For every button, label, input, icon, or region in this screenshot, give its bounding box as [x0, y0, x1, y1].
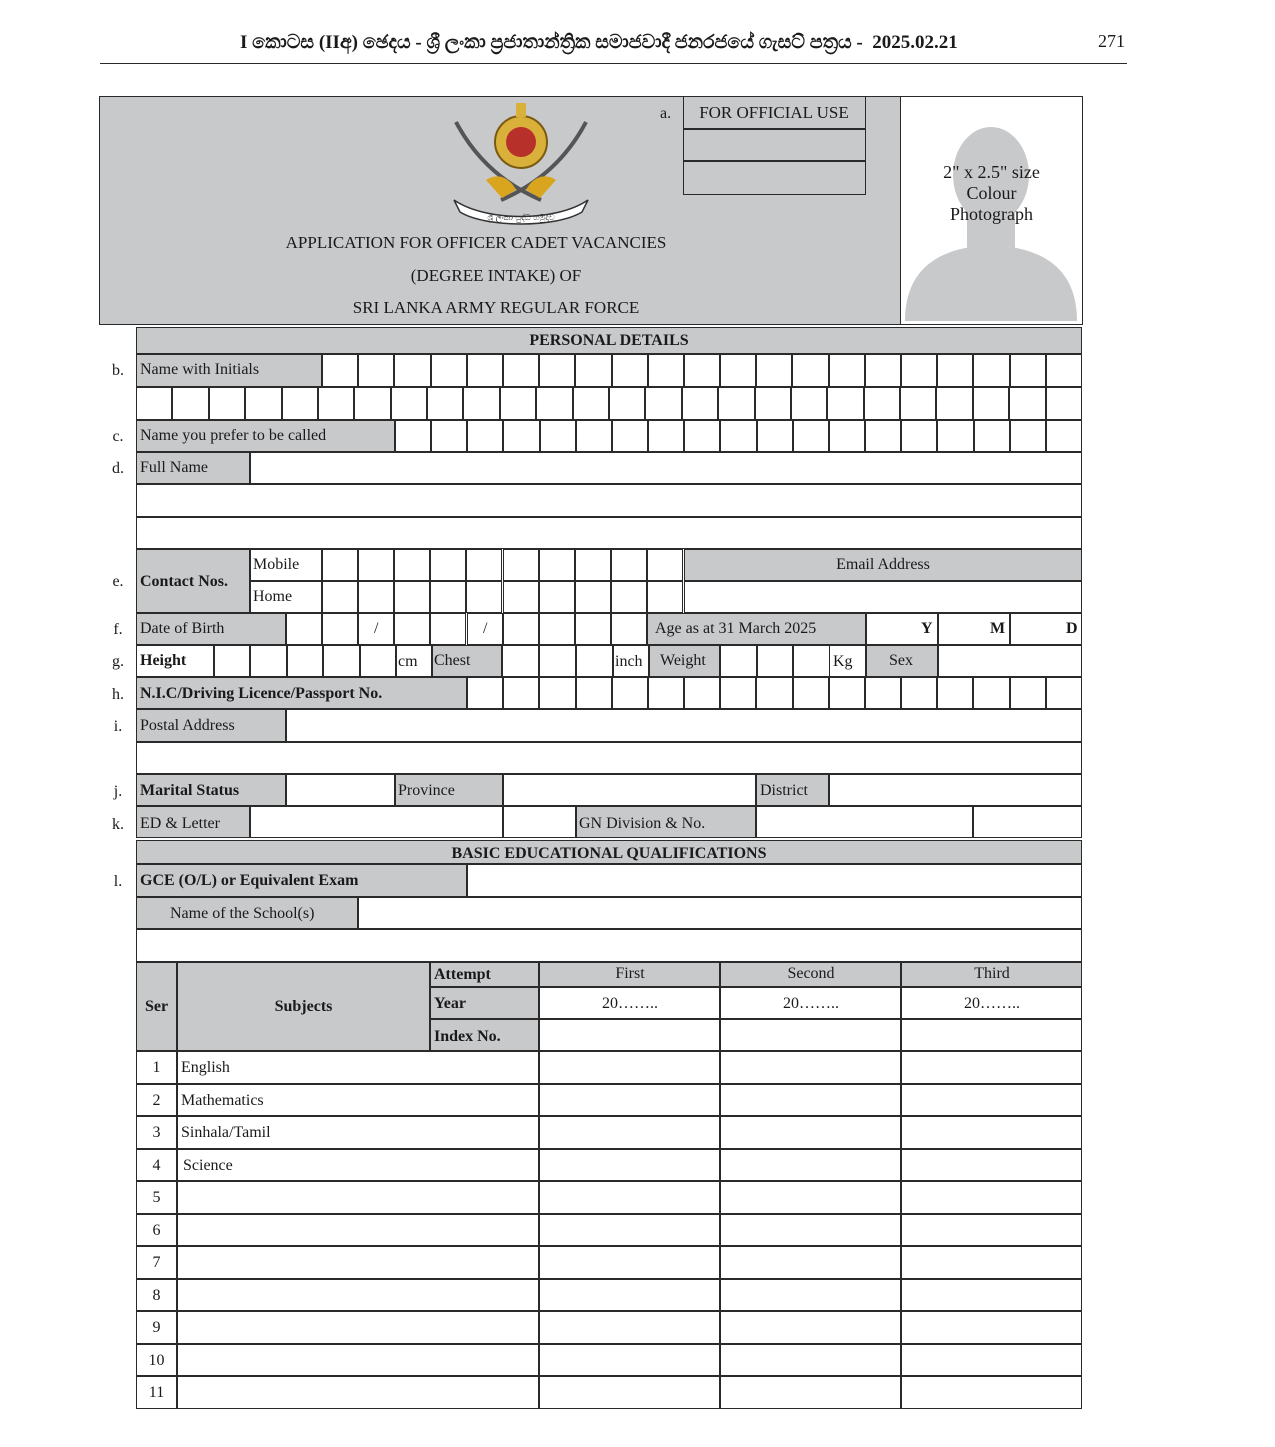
chest-digit-box[interactable] [539, 645, 576, 677]
dob-digit-box[interactable] [575, 613, 611, 645]
name-initial-box[interactable] [500, 387, 536, 420]
height-digit-box[interactable] [250, 645, 286, 677]
attempt-second: Second [787, 965, 835, 982]
home-digit-box[interactable] [322, 581, 358, 613]
name-initial-box[interactable] [645, 387, 681, 420]
name-initial-box[interactable] [612, 354, 648, 387]
emblem-motto: ශ්‍රී ලංකා යුද්ධ හමුදාව [487, 213, 555, 222]
age-label: Age as at 31 March 2025 [655, 620, 817, 637]
sex-label: Sex [889, 652, 913, 669]
name-initial-box[interactable] [209, 387, 245, 420]
item-label-e: e. [112, 573, 124, 590]
home-digit-box[interactable] [575, 581, 611, 613]
subject-cell[interactable] [177, 1279, 539, 1312]
grade-cell[interactable] [901, 1116, 1082, 1149]
mobile-digit-box[interactable] [358, 549, 394, 581]
nic-digit-box[interactable] [684, 677, 720, 709]
dob-separator-1: / [374, 620, 379, 637]
mobile-label: Mobile [253, 556, 300, 573]
preferred-name-box[interactable] [865, 420, 901, 452]
school-name-label: Name of the School(s) [170, 905, 315, 922]
education-heading: BASIC EDUCATIONAL QUALIFICATIONS [451, 845, 767, 862]
nic-digit-box[interactable] [720, 677, 756, 709]
height-digit-box[interactable] [360, 645, 396, 677]
grade-cell[interactable] [539, 1344, 720, 1377]
ser-number: 1 [152, 1059, 161, 1076]
preferred-name-box[interactable] [1046, 420, 1082, 452]
grade-cell[interactable] [720, 1246, 901, 1279]
preferred-name-box[interactable] [431, 420, 467, 452]
name-initial-box[interactable] [1046, 387, 1082, 420]
home-digit-box[interactable] [647, 581, 683, 613]
height-label: Height [140, 652, 187, 669]
dob-digit-box[interactable] [394, 613, 430, 645]
item-label-l: l. [113, 873, 123, 890]
ser-number: 6 [152, 1221, 161, 1239]
name-initial-box[interactable] [172, 387, 208, 420]
home-digit-box[interactable] [611, 581, 647, 613]
home-digit-box[interactable] [539, 581, 575, 613]
contact-nos-label: Contact Nos. [140, 573, 228, 590]
subject-name: Mathematics [181, 1091, 264, 1109]
name-initial-box[interactable] [427, 387, 463, 420]
preferred-name-box[interactable] [720, 420, 756, 452]
home-label: Home [253, 588, 293, 605]
photo-caption-3: Photograph [950, 204, 1033, 224]
grade-cell[interactable] [901, 1376, 1082, 1409]
age-years-label: Y [921, 620, 933, 637]
name-initial-box[interactable] [827, 387, 863, 420]
name-initial-box[interactable] [391, 387, 427, 420]
nic-digit-box[interactable] [793, 677, 829, 709]
sex-field[interactable] [938, 645, 1082, 677]
name-initial-box[interactable] [536, 387, 572, 420]
name-initial-box[interactable] [322, 354, 358, 387]
age-months-label: M [990, 620, 1006, 637]
name-with-initials-label: Name with Initials [140, 361, 260, 378]
name-initial-box[interactable] [539, 354, 575, 387]
nic-digit-box[interactable] [576, 677, 612, 709]
postal-address-field[interactable] [286, 709, 1082, 742]
grade-cell[interactable] [539, 1214, 720, 1247]
attempt-first: First [615, 965, 645, 982]
gce-field[interactable] [467, 864, 1082, 897]
gce-ol-label: GCE (O/L) or Equivalent Exam [140, 872, 359, 889]
name-initial-box[interactable] [394, 354, 430, 387]
email-field[interactable] [684, 581, 1082, 613]
postal-address-label: Postal Address [140, 717, 235, 734]
form-title-line-2: (DEGREE INTAKE) OF [410, 266, 582, 285]
name-initial-box[interactable] [1009, 387, 1045, 420]
gazette-date: 2025.02.21 [872, 32, 958, 53]
ser-number: 7 [152, 1254, 161, 1271]
nic-digit-box[interactable] [865, 677, 901, 709]
item-label-h: h. [112, 686, 124, 703]
nic-label: N.I.C/Driving Licence/Passport No. [140, 685, 383, 702]
name-initial-box[interactable] [792, 354, 828, 387]
weight-label: Weight [660, 652, 706, 669]
name-initial-box[interactable] [973, 354, 1009, 387]
nic-digit-box[interactable] [503, 677, 539, 709]
ser-number: 10 [148, 1351, 165, 1369]
year-first[interactable]: 20…….. [602, 995, 658, 1012]
age-days-label: D [1066, 620, 1078, 637]
item-label-f: f. [113, 621, 123, 638]
preferred-name-box[interactable] [937, 420, 973, 452]
attempt-third: Third [974, 965, 1010, 982]
nic-digit-box[interactable] [1010, 677, 1046, 709]
marital-status-field[interactable] [286, 774, 395, 806]
attempt-header: Attempt [434, 966, 491, 983]
subject-cell[interactable] [177, 1214, 539, 1247]
subject-cell[interactable] [177, 1344, 539, 1377]
name-initial-box[interactable] [865, 354, 901, 387]
name-initial-box[interactable] [684, 354, 720, 387]
preferred-name-box[interactable] [1010, 420, 1046, 452]
name-initial-box[interactable] [1046, 354, 1082, 387]
nic-digit-box[interactable] [901, 677, 937, 709]
dob-digit-box[interactable] [286, 613, 322, 645]
grade-cell[interactable] [901, 1279, 1082, 1312]
grade-cell[interactable] [901, 1051, 1082, 1084]
preferred-name-box[interactable] [576, 420, 612, 452]
preferred-name-label: Name you prefer to be called [140, 427, 327, 444]
index-no-field[interactable] [720, 1019, 901, 1051]
name-initial-box[interactable] [682, 387, 718, 420]
home-digit-box[interactable] [466, 581, 502, 613]
subject-name: Science [183, 1156, 233, 1174]
gn-division-field[interactable] [756, 806, 973, 838]
name-initial-box[interactable] [936, 387, 972, 420]
subject-cell[interactable] [177, 1051, 539, 1084]
mobile-digit-box[interactable] [647, 549, 683, 581]
ser-number: 4 [152, 1156, 161, 1174]
gn-division-label: GN Division & No. [579, 815, 706, 832]
height-digit-box[interactable] [287, 645, 323, 677]
nic-digit-box[interactable] [1046, 677, 1082, 709]
mobile-digit-box[interactable] [394, 549, 430, 581]
preferred-name-box[interactable] [612, 420, 648, 452]
item-label-g: g. [112, 653, 124, 670]
grade-cell[interactable] [901, 1311, 1082, 1344]
name-initial-box[interactable] [1010, 354, 1046, 387]
grade-cell[interactable] [539, 1181, 720, 1214]
dob-digit-box[interactable] [611, 613, 647, 645]
grade-cell[interactable] [901, 1084, 1082, 1117]
gn-number-field[interactable] [973, 806, 1082, 838]
kg-unit: Kg [833, 653, 853, 670]
ser-number: 2 [152, 1091, 161, 1109]
grade-cell[interactable] [901, 1214, 1082, 1247]
name-initial-box[interactable] [937, 354, 973, 387]
grade-cell[interactable] [539, 1084, 720, 1117]
preferred-name-box[interactable] [684, 420, 720, 452]
ed-letter-field[interactable] [250, 806, 503, 838]
photo-caption-2: Colour [966, 183, 1017, 203]
nic-digit-box[interactable] [612, 677, 648, 709]
home-digit-box[interactable] [503, 581, 539, 613]
item-label-d: d. [112, 460, 124, 477]
grade-cell[interactable] [720, 1214, 901, 1247]
name-initial-box[interactable] [720, 354, 756, 387]
weight-digit-box[interactable] [720, 645, 757, 677]
ser-number: 11 [148, 1384, 165, 1401]
name-initial-box[interactable] [282, 387, 318, 420]
subject-cell[interactable] [177, 1181, 539, 1214]
name-initial-box[interactable] [756, 354, 792, 387]
name-initial-box[interactable] [358, 354, 394, 387]
preferred-name-box[interactable] [503, 420, 539, 452]
grade-cell[interactable] [720, 1279, 901, 1312]
province-label: Province [398, 782, 455, 799]
mobile-digit-box[interactable] [503, 549, 539, 581]
preferred-name-box[interactable] [793, 420, 829, 452]
postal-address-line-2[interactable] [136, 742, 1082, 774]
chest-digit-box[interactable] [502, 645, 539, 677]
subject-name: Sinhala/Tamil [181, 1124, 271, 1141]
nic-digit-box[interactable] [648, 677, 684, 709]
preferred-name-box[interactable] [648, 420, 684, 452]
ser-number: 5 [152, 1189, 161, 1206]
name-initial-box[interactable] [245, 387, 281, 420]
name-initial-box[interactable] [648, 354, 684, 387]
name-initial-box[interactable] [575, 354, 611, 387]
subject-cell[interactable] [177, 1311, 539, 1344]
home-digit-box[interactable] [358, 581, 394, 613]
item-label-c: c. [112, 428, 124, 445]
grade-cell[interactable] [720, 1051, 901, 1084]
date-of-birth-label: Date of Birth [140, 620, 225, 637]
home-digit-box[interactable] [394, 581, 430, 613]
subjects-header: Subjects [274, 998, 333, 1015]
form-title-line-3: SRI LANKA ARMY REGULAR FORCE [352, 298, 640, 317]
ser-number: 3 [152, 1124, 161, 1141]
email-label: Email Address [836, 556, 930, 573]
mobile-digit-box[interactable] [466, 549, 502, 581]
subject-cell[interactable] [177, 1376, 539, 1409]
year-second[interactable]: 20…….. [783, 995, 839, 1012]
mobile-digit-box[interactable] [575, 549, 611, 581]
preferred-name-box[interactable] [395, 420, 431, 452]
weight-digit-box[interactable] [757, 645, 794, 677]
name-initial-box[interactable] [354, 387, 390, 420]
personal-details-heading: PERSONAL DETAILS [529, 332, 689, 349]
grade-cell[interactable] [720, 1181, 901, 1214]
inch-unit: inch [615, 653, 643, 670]
dob-digit-box[interactable] [430, 613, 466, 645]
nic-digit-box[interactable] [829, 677, 865, 709]
name-initial-box[interactable] [829, 354, 865, 387]
dob-digit-box[interactable] [539, 613, 575, 645]
preferred-name-box[interactable] [974, 420, 1010, 452]
index-no-header: Index No. [434, 1028, 501, 1045]
preferred-name-box[interactable] [829, 420, 865, 452]
item-label-i: i. [113, 718, 123, 735]
grade-cell[interactable] [720, 1084, 901, 1117]
nic-digit-box[interactable] [973, 677, 1009, 709]
height-digit-box[interactable] [323, 645, 359, 677]
grade-cell[interactable] [539, 1311, 720, 1344]
name-initial-box[interactable] [503, 354, 539, 387]
grade-cell[interactable] [539, 1149, 720, 1182]
full-name-label: Full Name [140, 459, 208, 476]
nic-digit-box[interactable] [467, 677, 503, 709]
chest-label: Chest [434, 652, 471, 669]
full-name-line-3[interactable] [136, 517, 1082, 549]
grade-cell[interactable] [901, 1246, 1082, 1279]
subject-cell[interactable] [177, 1246, 539, 1279]
name-initial-box[interactable] [973, 387, 1009, 420]
index-no-field[interactable] [901, 1019, 1082, 1051]
district-field[interactable] [829, 774, 1082, 806]
name-initial-box[interactable] [318, 387, 354, 420]
chest-digit-box[interactable] [576, 645, 613, 677]
ser-header: Ser [144, 998, 169, 1015]
ser-number: 8 [152, 1286, 161, 1304]
nic-digit-box[interactable] [539, 677, 575, 709]
mobile-digit-box[interactable] [611, 549, 647, 581]
item-label-j: j. [113, 783, 123, 800]
grade-cell[interactable] [539, 1116, 720, 1149]
dob-digit-box[interactable] [503, 613, 539, 645]
grade-cell[interactable] [720, 1149, 901, 1182]
home-digit-box[interactable] [430, 581, 466, 613]
item-label-k: k. [112, 816, 124, 833]
item-label-b: b. [112, 362, 124, 379]
ser-number: 9 [152, 1319, 161, 1336]
grade-cell[interactable] [720, 1116, 901, 1149]
name-initial-box[interactable] [136, 387, 172, 420]
year-header: Year [434, 995, 466, 1012]
subject-name: English [181, 1059, 230, 1076]
grade-cell[interactable] [720, 1311, 901, 1344]
grade-cell[interactable] [539, 1279, 720, 1312]
official-use-label: FOR OFFICIAL USE [699, 103, 849, 122]
preferred-name-box[interactable] [901, 420, 937, 452]
item-label-a: a. [660, 105, 672, 122]
grade-cell[interactable] [720, 1344, 901, 1377]
grade-cell[interactable] [720, 1376, 901, 1409]
page-number: 271 [1098, 31, 1125, 51]
school-line-2[interactable] [136, 929, 1082, 962]
marital-status-label: Marital Status [140, 782, 240, 799]
nic-digit-box[interactable] [756, 677, 792, 709]
name-initial-box[interactable] [755, 387, 791, 420]
nic-digit-box[interactable] [937, 677, 973, 709]
grade-cell[interactable] [539, 1246, 720, 1279]
mobile-digit-box[interactable] [539, 549, 575, 581]
height-digit-box[interactable] [214, 645, 250, 677]
mobile-digit-box[interactable] [430, 549, 466, 581]
name-initial-box[interactable] [431, 354, 467, 387]
province-field[interactable] [503, 774, 756, 806]
index-no-field[interactable] [539, 1019, 720, 1051]
grade-cell[interactable] [901, 1149, 1082, 1182]
mobile-digit-box[interactable] [322, 549, 358, 581]
grade-cell[interactable] [901, 1344, 1082, 1377]
ed-letter-extra-field[interactable] [503, 806, 576, 838]
photo-caption-1: 2" x 2.5" size [943, 162, 1040, 182]
grade-cell[interactable] [539, 1376, 720, 1409]
year-third[interactable]: 20…….. [964, 995, 1020, 1012]
name-initial-box[interactable] [791, 387, 827, 420]
preferred-name-box[interactable] [757, 420, 793, 452]
gazette-part: I කොටස (IIඅ) ඡෙදය - ශ්‍රී ලංකා ප්‍රජාතාන්ත්‍රික සමාජවාදී ජනරජයේ ගැසට් පත්‍රය - [240, 32, 863, 53]
name-initial-box[interactable] [609, 387, 645, 420]
dob-digit-box[interactable] [322, 613, 358, 645]
name-initial-box[interactable] [463, 387, 499, 420]
full-name-line-2[interactable] [136, 484, 1082, 517]
grade-cell[interactable] [539, 1051, 720, 1084]
weight-digit-box[interactable] [793, 645, 830, 677]
dob-separator-2: / [483, 620, 488, 637]
preferred-name-box[interactable] [540, 420, 576, 452]
name-initial-box[interactable] [901, 354, 937, 387]
ed-letter-label: ED & Letter [140, 815, 220, 832]
name-initial-box[interactable] [573, 387, 609, 420]
school-field[interactable] [358, 897, 1082, 929]
full-name-field[interactable] [250, 452, 1082, 484]
cm-unit: cm [398, 653, 418, 670]
name-initial-box[interactable] [467, 354, 503, 387]
name-initial-box[interactable] [864, 387, 900, 420]
preferred-name-box[interactable] [467, 420, 503, 452]
district-label: District [760, 782, 808, 799]
name-initial-box[interactable] [718, 387, 754, 420]
name-initial-box[interactable] [900, 387, 936, 420]
form-title-line-1: APPLICATION FOR OFFICER CADET VACANCIES [285, 233, 667, 252]
grade-cell[interactable] [901, 1181, 1082, 1214]
